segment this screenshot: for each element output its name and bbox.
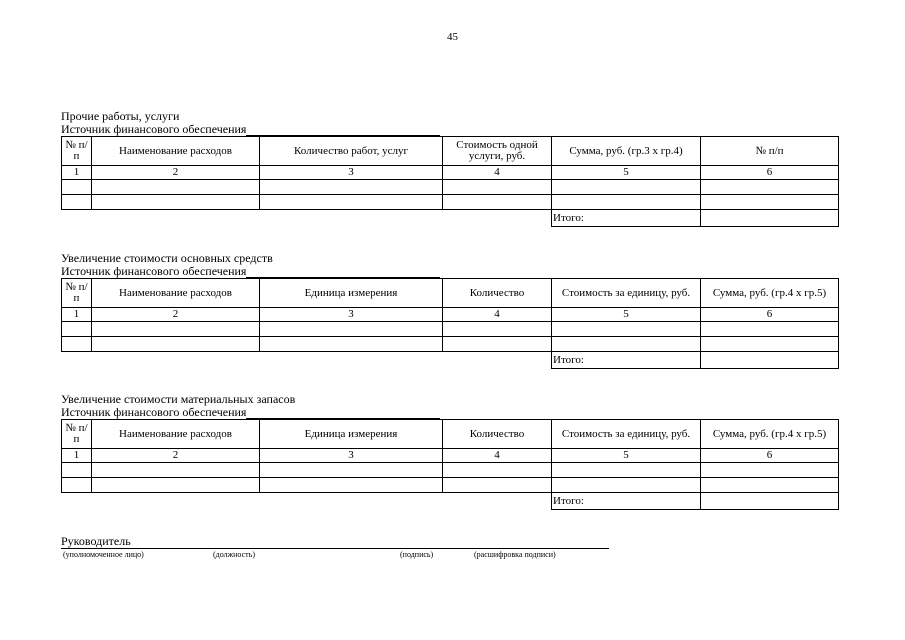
empty-cell[interactable]	[552, 463, 701, 478]
table-row	[62, 478, 839, 493]
empty-cell[interactable]	[92, 180, 260, 195]
empty-cell[interactable]	[701, 463, 839, 478]
signature-title: Руководитель	[61, 535, 609, 549]
header-cell: № п/п	[701, 137, 839, 166]
empty-cell[interactable]	[701, 478, 839, 493]
funding-source-line	[61, 265, 839, 278]
empty-cell[interactable]	[701, 322, 839, 337]
caption-position: (должность)	[213, 550, 255, 559]
expense-table	[61, 278, 839, 369]
header-cell: Стоимость одной услуги, руб.	[443, 137, 552, 166]
header-cell: Количество	[443, 279, 552, 308]
empty-cell[interactable]	[92, 337, 260, 352]
empty-cell[interactable]	[443, 195, 552, 210]
empty-cell[interactable]	[701, 195, 839, 210]
column-number: 1	[62, 166, 92, 180]
column-number: 6	[701, 449, 839, 463]
column-number: 4	[443, 308, 552, 322]
empty-cell[interactable]	[62, 463, 92, 478]
column-number: 3	[260, 308, 443, 322]
header-cell: Наименование расходов	[92, 137, 260, 166]
section-title: Увеличение стоимости основных средств	[61, 251, 273, 265]
empty-cell[interactable]	[260, 322, 443, 337]
empty-cell[interactable]	[552, 180, 701, 195]
total-value-cell[interactable]	[701, 352, 839, 369]
header-cell: Сумма, руб. (гр.4 х гр.5)	[701, 420, 839, 449]
header-cell: Стоимость за единицу, руб.	[552, 279, 701, 308]
column-number-row	[62, 166, 839, 180]
total-label: Итого:	[552, 210, 701, 227]
funding-source-line	[61, 406, 839, 419]
empty-cell[interactable]	[443, 322, 552, 337]
header-cell: № п/п	[62, 137, 92, 166]
empty-cell[interactable]	[62, 195, 92, 210]
total-row	[62, 493, 839, 510]
column-number: 3	[260, 166, 443, 180]
empty-cell[interactable]	[62, 322, 92, 337]
total-row	[62, 210, 839, 227]
funding-source-blank	[246, 124, 440, 136]
signature-captions	[61, 549, 609, 559]
table-row	[62, 463, 839, 478]
signature-block	[61, 535, 609, 559]
section-title: Прочие работы, услуги	[61, 109, 180, 123]
empty-cell[interactable]	[260, 180, 443, 195]
section-title: Увеличение стоимости материальных запасов	[61, 392, 296, 406]
section-other-works	[61, 110, 839, 227]
empty-cell[interactable]	[260, 463, 443, 478]
table-header-row	[62, 420, 839, 449]
total-value-cell[interactable]	[701, 210, 839, 227]
header-cell: Количество	[443, 420, 552, 449]
column-number: 6	[701, 166, 839, 180]
column-number: 2	[92, 449, 260, 463]
table-row	[62, 322, 839, 337]
empty-cell[interactable]	[552, 478, 701, 493]
column-number-row	[62, 308, 839, 322]
header-cell: Наименование расходов	[92, 420, 260, 449]
empty-cell[interactable]	[443, 478, 552, 493]
column-number: 6	[701, 308, 839, 322]
table-row	[62, 195, 839, 210]
header-cell: Наименование расходов	[92, 279, 260, 308]
empty-cell[interactable]	[701, 180, 839, 195]
funding-source-line	[61, 123, 839, 136]
table-row	[62, 337, 839, 352]
funding-source-label: Источник финансового обеспечения	[61, 405, 247, 419]
empty-cell[interactable]	[260, 478, 443, 493]
empty-cell[interactable]	[443, 337, 552, 352]
empty-cell[interactable]	[552, 322, 701, 337]
section-material-stocks	[61, 393, 839, 510]
empty-cell[interactable]	[260, 195, 443, 210]
expense-table	[61, 136, 839, 227]
empty-cell[interactable]	[260, 337, 443, 352]
header-cell: Сумма, руб. (гр.3 х гр.4)	[552, 137, 701, 166]
empty-cell[interactable]	[62, 478, 92, 493]
column-number: 5	[552, 308, 701, 322]
header-cell: Стоимость за единицу, руб.	[552, 420, 701, 449]
caption-authorized-person: (уполномоченное лицо)	[63, 550, 144, 559]
funding-source-blank	[246, 266, 440, 278]
table-header-row	[62, 137, 839, 166]
header-cell: Единица измерения	[260, 279, 443, 308]
caption-signature: (подпись)	[400, 550, 434, 559]
column-number: 4	[443, 166, 552, 180]
header-cell: № п/п	[62, 279, 92, 308]
column-number: 1	[62, 449, 92, 463]
expense-table	[61, 419, 839, 510]
empty-cell[interactable]	[92, 463, 260, 478]
table-header-row	[62, 279, 839, 308]
header-cell: Единица измерения	[260, 420, 443, 449]
funding-source-blank	[246, 407, 440, 419]
total-row	[62, 352, 839, 369]
header-cell: Сумма, руб. (гр.4 х гр.5)	[701, 279, 839, 308]
empty-cell[interactable]	[92, 478, 260, 493]
caption-signature-decoding: (расшифровка подписи)	[474, 550, 556, 559]
empty-cell[interactable]	[92, 322, 260, 337]
column-number-row	[62, 449, 839, 463]
header-cell: № п/п	[62, 420, 92, 449]
total-value-cell[interactable]	[701, 493, 839, 510]
empty-cell[interactable]	[92, 195, 260, 210]
column-number: 3	[260, 449, 443, 463]
column-number: 4	[443, 449, 552, 463]
total-label: Итого:	[552, 493, 701, 510]
empty-cell[interactable]	[701, 337, 839, 352]
column-number: 2	[92, 308, 260, 322]
empty-cell[interactable]	[62, 180, 92, 195]
column-number: 2	[92, 166, 260, 180]
column-number: 1	[62, 308, 92, 322]
empty-cell[interactable]	[62, 337, 92, 352]
empty-cell[interactable]	[552, 195, 701, 210]
funding-source-label: Источник финансового обеспечения	[61, 264, 247, 278]
funding-source-label: Источник финансового обеспечения	[61, 122, 247, 136]
column-number: 5	[552, 449, 701, 463]
empty-cell[interactable]	[552, 337, 701, 352]
section-fixed-assets	[61, 252, 839, 369]
page-number: 45	[447, 31, 458, 43]
empty-cell[interactable]	[443, 463, 552, 478]
header-cell: Количество работ, услуг	[260, 137, 443, 166]
empty-cell[interactable]	[443, 180, 552, 195]
column-number: 5	[552, 166, 701, 180]
total-label: Итого:	[552, 352, 701, 369]
table-row	[62, 180, 839, 195]
